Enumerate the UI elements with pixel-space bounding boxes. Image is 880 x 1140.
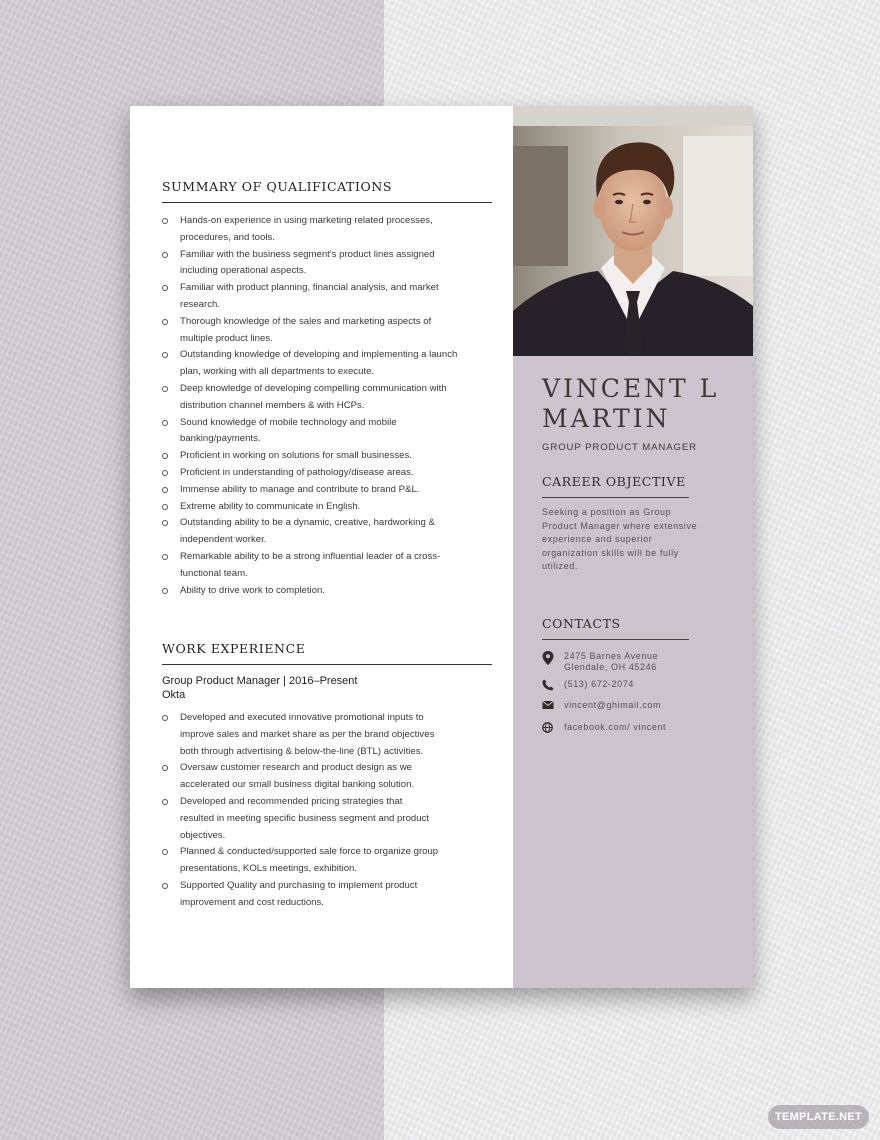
bullet-circle-icon [162, 520, 168, 526]
qualification-item-line: Ability to drive work to completion. [180, 584, 326, 596]
contact-phone [542, 679, 732, 693]
career-objective-heading: CAREER OBJECTIVE [542, 474, 689, 498]
qualification-item [162, 499, 467, 516]
template-watermark-badge[interactable]: TEMPLATE.NET [768, 1105, 869, 1129]
qualifications-heading: SUMMARY OF QUALIFICATIONS [162, 179, 492, 203]
qualification-item [162, 448, 467, 465]
work-duty-item-line: objectives. [180, 829, 226, 841]
bullet-circle-icon [162, 252, 168, 258]
bullet-circle-icon [162, 218, 168, 224]
bullet-circle-icon [162, 352, 168, 358]
address-line2: Glendale, OH 45246 [564, 662, 657, 672]
qualification-item-line: Familiar with product planning, financial analysis, and market [180, 282, 439, 294]
contact-address [542, 651, 732, 675]
career-objective-line: utilized. [542, 561, 578, 572]
candidate-name-line2: MARTIN [542, 404, 671, 433]
work-duty-item-line: Supported Quality and purchasing to implement product [180, 879, 418, 891]
work-duty-item-line: accelerated our small business digital banking solution. [180, 779, 415, 791]
qualifications-list [162, 213, 467, 599]
qualification-item-line: Deep knowledge of developing compelling communication with [180, 382, 447, 394]
bullet-circle-icon [162, 715, 168, 721]
qualification-item [162, 247, 467, 281]
qualification-item-line: Immense ability to manage and contribute to brand P&L. [180, 483, 420, 495]
work-duty-item-line: Planned & conducted/supported sale force to organize group [180, 846, 439, 858]
qualification-item-line: Hands-on experience in using marketing related processes, [180, 215, 433, 226]
qualification-item-line: Proficient in working on solutions for small businesses. [180, 450, 412, 462]
bullet-circle-icon [162, 883, 168, 889]
work-duty-item [162, 710, 467, 760]
qualification-item-line: procedures, and tools. [180, 231, 275, 243]
globe-icon [542, 722, 554, 734]
qualification-item-line: multiple product lines. [180, 332, 273, 344]
candidate-name [542, 374, 719, 434]
email-address[interactable]: vincent@ghimail.com [564, 700, 662, 710]
phone-icon [542, 679, 554, 691]
qualification-item [162, 213, 467, 247]
work-duty-item-line: presentations, KOLs meetings, exhibition. [180, 863, 358, 875]
bullet-circle-icon [162, 420, 168, 426]
candidate-role: GROUP PRODUCT MANAGER [542, 442, 698, 453]
qualification-item-line: functional team. [180, 567, 248, 579]
work-duty-item-line: Developed and recommended pricing strategies that [180, 795, 403, 807]
work-duty-item-line: Developed and executed innovative promotional inputs to [180, 712, 424, 723]
profile-photo [513, 106, 753, 356]
qualification-item [162, 482, 467, 499]
qualification-item-line: distribution channel members & with HCPs. [180, 399, 365, 411]
contacts-heading: CONTACTS [542, 616, 689, 640]
email-icon [542, 700, 554, 712]
qualification-item [162, 465, 467, 482]
qualification-item-line: Extreme ability to communicate in English. [180, 500, 361, 512]
qualification-item-line: Familiar with the business segment's product lines assigned [180, 248, 435, 260]
career-objective-line: organization skills will be fully [542, 547, 679, 558]
qualification-item-line: plan, working with all departments to execute. [180, 366, 375, 378]
qualification-item-line: independent worker. [180, 534, 267, 546]
qualification-item [162, 381, 467, 415]
qualification-item [162, 583, 467, 600]
bullet-circle-icon [162, 453, 168, 459]
bullet-circle-icon [162, 799, 168, 805]
work-duty-item-line: improvement and cost reductions. [180, 896, 324, 908]
work-duty-item-line: both through advertising & below-the-line (BTL) activities. [180, 745, 424, 757]
work-duty-item [162, 760, 467, 794]
qualification-item [162, 549, 467, 583]
bullet-circle-icon [162, 588, 168, 594]
location-pin-icon [542, 651, 554, 663]
bullet-circle-icon [162, 319, 168, 325]
bullet-circle-icon [162, 554, 168, 560]
phone-number[interactable]: (513) 672-2074 [564, 679, 634, 689]
qualification-item [162, 515, 467, 549]
work-duty-item-line: resulted in meeting specific business segment and product [180, 812, 430, 824]
contact-social [542, 722, 732, 736]
qualification-item-line: Outstanding knowledge of developing and implementing a launch [180, 349, 458, 361]
candidate-name-line1: VINCENT L [542, 374, 720, 403]
work-duty-item [162, 844, 467, 878]
contact-email [542, 700, 732, 714]
job-header [162, 675, 357, 702]
qualification-item-line: Sound knowledge of mobile technology and mobile [180, 416, 397, 428]
bullet-circle-icon [162, 285, 168, 291]
qualification-item [162, 347, 467, 381]
qualification-item-line: Thorough knowledge of the sales and marketing aspects of [180, 315, 432, 327]
work-duty-item [162, 878, 467, 912]
qualification-item [162, 280, 467, 314]
work-duties-list [162, 710, 467, 912]
qualification-item-line: Outstanding ability to be a dynamic, creative, hardworking & [180, 517, 435, 529]
job-title: Group Product Manager | 2016–Present [162, 675, 358, 687]
work-duty-item-line: improve sales and market share as per the brand objectives [180, 728, 435, 740]
work-duty-item-line: Oversaw customer research and product design as we [180, 762, 412, 774]
address-line1: 2475 Barnes Avenue [564, 651, 659, 661]
career-objective-line: Seeking a position as Group [542, 507, 672, 517]
resume-sidebar [513, 106, 753, 988]
career-objective-line: experience and superior [542, 534, 653, 545]
resume-main-column [130, 106, 513, 988]
qualification-item-line: research. [180, 298, 220, 310]
bullet-circle-icon [162, 765, 168, 771]
bullet-circle-icon [162, 487, 168, 493]
bullet-circle-icon [162, 386, 168, 392]
bullet-circle-icon [162, 849, 168, 855]
resume-sheet [130, 106, 753, 988]
work-duty-item [162, 794, 467, 844]
company-name: Okta [162, 688, 186, 701]
qualification-item-line: banking/payments. [180, 433, 261, 445]
qualification-item-line: Proficient in understanding of pathology/disease areas. [180, 466, 414, 478]
social-link[interactable]: facebook.com/ vincent [564, 722, 667, 732]
qualification-item [162, 314, 467, 348]
qualification-item [162, 415, 467, 449]
career-objective-text [542, 506, 722, 574]
qualification-item-line: Remarkable ability to be a strong influential leader of a cross- [180, 550, 441, 562]
career-objective-line: Product Manager where extensive [542, 520, 698, 531]
bullet-circle-icon [162, 504, 168, 510]
bullet-circle-icon [162, 470, 168, 476]
work-experience-heading: WORK EXPERIENCE [162, 641, 492, 665]
qualification-item-line: including operational aspects. [180, 265, 307, 277]
